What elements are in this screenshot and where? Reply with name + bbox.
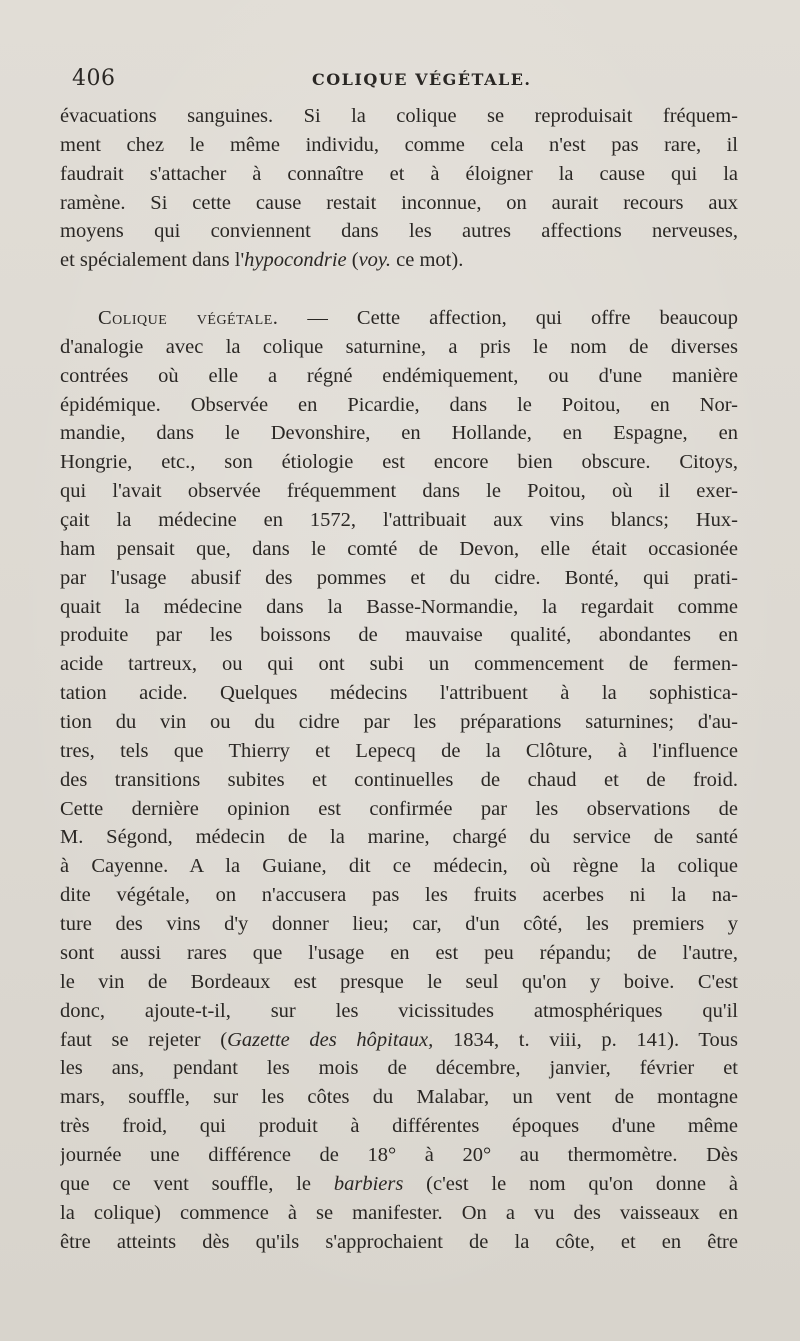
text-line: moyens qui conviennent dans les autres affections nerveuses,: [60, 220, 738, 243]
text-line: tion du vin ou du cidre par les préparations saturnines; d'au-: [60, 711, 738, 734]
text-line: sont aussi rares que l'usage en est peu répandu; de l'autre,: [60, 941, 738, 964]
entry-heading-line: Colique végétale. — Cette affection, qui offre beaucoup: [98, 307, 738, 330]
paragraph-gap: [60, 275, 738, 304]
text-line: contrées où elle a régné endémiquement, ou d'une manière: [60, 364, 738, 387]
text-line: produite par les boissons de mauvaise qualité, abondantes en: [60, 624, 738, 647]
italic-term: voy.: [358, 249, 392, 272]
text-line: épidémique. Observée en Picardie, dans le Poitou, en Nor-: [60, 393, 738, 416]
text-line: mandie, dans le Devonshire, en Hollande, en Espagne, en: [60, 422, 738, 445]
page-number: 406: [72, 66, 116, 91]
text-line: Hongrie, etc., son étiologie est encore bien obscure. Citoys,: [60, 451, 738, 474]
text-line: par l'usage abusif des pommes et du cidre. Bonté, qui prati-: [60, 566, 738, 589]
text-line: que ce vent souffle, le barbiers (c'est le nom qu'on donne à: [60, 1172, 738, 1195]
text-line: donc, ajoute-t-il, sur les vicissitudes atmosphériques qu'il: [60, 999, 738, 1022]
text-line: faudrait s'attacher à connaître et à éloigner la cause qui la: [60, 162, 738, 185]
text-line: acide tartreux, ou qui ont subi un commencement de fermen-: [60, 653, 738, 676]
text-line: ment chez le même individu, comme cela n'est pas rare, il: [60, 133, 738, 156]
text-line: à Cayenne. A la Guiane, dit ce médecin, où règne la colique: [60, 855, 738, 878]
text-line: très froid, qui produit à différentes époques d'une même: [60, 1115, 738, 1138]
text-line: tation acide. Quelques médecins l'attribuent à la sophistica-: [60, 682, 738, 705]
text-line: ham pensait que, dans le comté de Devon, elle était occasionée: [60, 537, 738, 560]
text-line: la colique) commence à se manifester. On a vu des vaisseaux en: [60, 1201, 738, 1224]
italic-term: hypocondrie: [244, 249, 347, 272]
text-line: les ans, pendant les mois de décembre, janvier, février et: [60, 1057, 738, 1080]
italic-term: barbiers: [333, 1172, 404, 1195]
text-line: tres, tels que Thierry et Lepecq de la Clôture, à l'influence: [60, 739, 738, 762]
text-line: d'analogie avec la colique saturnine, a pris le nom de diverses: [60, 335, 738, 358]
text-line: le vin de Bordeaux est presque le seul qu'on y boive. C'est: [60, 970, 738, 993]
text-line: quait la médecine dans la Basse-Normandie, la regardait comme: [60, 595, 738, 618]
text-line: et spécialement dans l'hypocondrie (voy. ce mot).: [60, 249, 464, 272]
text-line: qui l'avait observée fréquemment dans le Poitou, où il exer-: [60, 480, 738, 503]
text-line: Cette dernière opinion est confirmée par les observations de: [60, 797, 738, 820]
text-line: être atteints dès qu'ils s'approchaient de la côte, et en être: [60, 1230, 738, 1253]
text-line: ramène. Si cette cause restait inconnue, on aurait recours aux: [60, 191, 738, 214]
text-line: journée une différence de 18° à 20° au thermomètre. Dès: [60, 1143, 738, 1166]
text-line: çait la médecine en 1572, l'attribuait aux vins blancs; Hux-: [60, 509, 738, 532]
text-line: des transitions subites et continuelles de chaud et de froid.: [60, 768, 738, 791]
text-line: dite végétale, on n'accusera pas les fruits acerbes ni la na-: [60, 884, 738, 907]
text-line: évacuations sanguines. Si la colique se reproduisait fréquem-: [60, 105, 738, 127]
text-line: M. Ségond, médecin de la marine, chargé du service de santé: [60, 826, 738, 849]
italic-citation: Gazette des hôpitaux,: [227, 1028, 434, 1051]
citation-line: faut se rejeter (Gazette des hôpitaux, 1834, t. viii, p. 141). Tous: [60, 1028, 738, 1051]
text-line: ture des vins d'y donner lieu; car, d'un côté, les premiers y: [60, 913, 738, 936]
running-head: [60, 66, 740, 96]
running-title: COLIQUE VÉGÉTALE.: [312, 70, 532, 89]
body-text: [60, 102, 738, 1256]
entry-heading: Colique végétale.: [98, 307, 279, 330]
text-line: mars, souffle, sur les côtes du Malabar, un vent de montagne: [60, 1086, 738, 1109]
